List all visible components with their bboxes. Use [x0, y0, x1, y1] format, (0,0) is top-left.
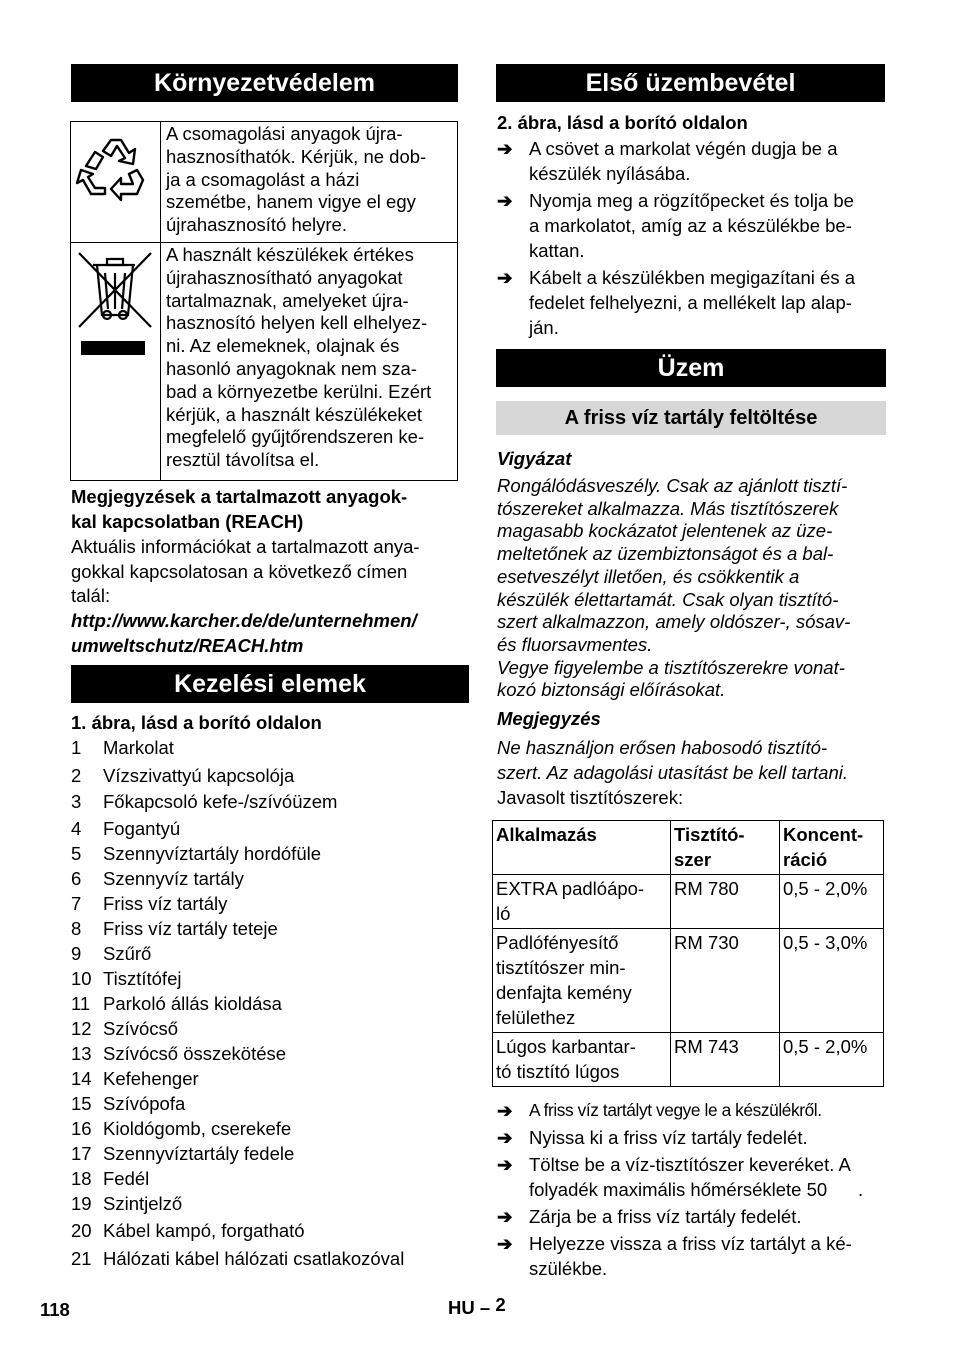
list-item-label: Hálózati kábel hálózati csatlakozóval: [103, 1248, 405, 1269]
list-item: [71, 843, 321, 865]
list-item: [71, 968, 181, 990]
first-use-figure-reference: 2. ábra, lásd a borító oldalon: [497, 112, 748, 133]
list-item: [71, 893, 227, 915]
list-item-label: Szűrő: [103, 943, 152, 964]
list-item-number: 14: [71, 1068, 92, 1089]
table-row: [493, 929, 884, 1033]
controls-figure-reference: 1. ábra, lásd a borító oldalon: [71, 712, 322, 733]
list-item: [71, 818, 180, 840]
table-row: [493, 875, 884, 929]
list-item: [71, 1018, 178, 1040]
list-item: [71, 1093, 185, 1115]
list-item: [71, 765, 294, 787]
list-item-number: 10: [71, 968, 92, 989]
list-item-label: Szennyvíztartály hordófüle: [103, 843, 322, 864]
environment-row-recycle: [71, 122, 458, 243]
list-item: [71, 1143, 294, 1165]
table-cell: RM 730: [671, 929, 780, 1033]
environment-row-disposal: [71, 243, 458, 481]
list-item: [71, 1068, 199, 1090]
list-item-label: Parkoló állás kioldása: [103, 993, 282, 1014]
footer-page-label: HU – 2: [448, 1294, 506, 1318]
reach-title: Megjegyzések a tartalmazott anyagok- kal kapcsolatban (REACH): [71, 486, 408, 532]
list-item-label: Kioldógomb, cserekefe: [103, 1118, 292, 1139]
caution-text: Rongálódásveszély. Csak az ajánlott tisztí- tószereket alkalmazza. Más tisztítószerek magasabb kockázatot jelentenek az üze- meltetőnek az üzembiztonságot és a bal- esetveszélyt illetően, és csökkentik a készülék élettartamát. Csak olyan tisztító- szert alkalmazzon, amely oldószer-, sósav- és fluorsavmentes. Vegye figyelembe a tisztítószerekre vonat- kozó biztonsági előírásokat.: [497, 475, 851, 701]
recycle-icon-cell: [71, 122, 161, 243]
list-item-label: Főkapcsoló kefe-/szívóüzem: [103, 791, 338, 812]
reach-url-link[interactable]: http://www.karcher.de/de/unternehmen/ umweltschutz/REACH.htm: [71, 610, 417, 656]
arrow-icon: ➔: [497, 138, 513, 159]
list-item: [71, 918, 278, 940]
note-title: Megjegyzés: [497, 708, 601, 729]
list-item-label: Szívópofa: [103, 1093, 186, 1114]
table-cell: Lúgos karbantar- tó tisztító lúgos: [493, 1033, 671, 1087]
reach-text: Aktuális információkat a tartalmazott anya- gokkal kapcsolatosan a következő címen talál:: [71, 536, 420, 606]
list-item-label: Szívócső összekötése: [103, 1043, 287, 1064]
table-cell: RM 743: [671, 1033, 780, 1087]
list-item-label: Szennyvíztartály fedele: [103, 1143, 295, 1164]
list-item-number: 12: [71, 1018, 92, 1039]
table-row: [493, 1033, 884, 1087]
table-header-row: [493, 821, 884, 875]
list-item-number: 8: [71, 918, 82, 939]
arrow-icon: ➔: [497, 1233, 513, 1254]
table-cell: Padlófényesítő tisztítószer min- denfajta kemény felülethez: [493, 929, 671, 1033]
list-item-label: Kefehenger: [103, 1068, 199, 1089]
environment-table: [70, 121, 458, 481]
list-item: [71, 1168, 149, 1190]
list-item-number: 5: [71, 843, 82, 864]
list-item-number: 9: [71, 943, 82, 964]
table-cell: 0,5 - 2,0%: [780, 875, 884, 929]
list-item-label: Fedél: [103, 1168, 150, 1189]
list-item-number: 16: [71, 1118, 92, 1139]
environment-packaging-text: A csomagolási anyagok újra- hasznosíthatók. Kérjük, ne dob- ja a csomagolást a házi szemétbe, hanem vigye el egy újrahasznosító helyre.: [161, 122, 458, 243]
note-text: Ne használjon erősen habosodó tisztító- szert. Az adagolási utasítást be kell tartani.: [497, 737, 848, 783]
arrow-icon: ➔: [497, 1206, 513, 1227]
list-item-number: 1: [71, 737, 82, 758]
section-heading-controls: Kezelési elemek: [71, 665, 469, 703]
cleaners-table: [492, 820, 884, 1087]
arrow-icon: ➔: [497, 1127, 513, 1148]
page-number: 118: [40, 1299, 70, 1320]
list-item-number: 13: [71, 1043, 92, 1064]
list-item-label: Friss víz tartály teteje: [103, 918, 278, 939]
list-item-label: Kábel kampó, forgatható: [103, 1220, 305, 1241]
arrow-icon: ➔: [497, 1154, 513, 1175]
arrow-icon: ➔: [497, 267, 513, 288]
list-item: [71, 1220, 305, 1242]
list-item-number: 11: [71, 993, 91, 1014]
list-item-label: Szintjelző: [103, 1193, 183, 1214]
list-item-number: 15: [71, 1093, 92, 1114]
list-item: [71, 943, 151, 965]
recommended-cleaners-label: Javasolt tisztítószerek:: [497, 787, 684, 808]
list-item-label: Friss víz tartály: [103, 893, 228, 914]
list-item-number: 4: [71, 818, 82, 839]
list-item-number: 7: [71, 893, 82, 914]
crossed-bin-icon: [71, 243, 160, 475]
list-item-label: Vízszivattyú kapcsolója: [103, 765, 295, 786]
recycle-icon: [71, 122, 160, 237]
list-item: [71, 1193, 182, 1215]
list-item: [71, 791, 337, 813]
table-cell: 0,5 - 3,0%: [780, 929, 884, 1033]
list-item-number: 3: [71, 791, 82, 812]
list-item-label: Tisztítófej: [103, 968, 182, 989]
table-header-cell: Alkalmazás: [493, 821, 671, 875]
subsection-heading-fill-tank: A friss víz tartály feltöltése: [496, 401, 886, 435]
list-item: [71, 1043, 286, 1065]
list-item-number: 20: [71, 1220, 92, 1241]
list-item-label: Markolat: [103, 737, 174, 758]
list-item-number: 17: [71, 1143, 92, 1164]
list-item: [71, 1248, 404, 1270]
list-item-number: 2: [71, 765, 82, 786]
table-header-cell: Koncent- ráció: [780, 821, 884, 875]
caution-title: Vigyázat: [497, 448, 572, 469]
list-item-label: Szívócső: [103, 1018, 179, 1039]
table-header-cell: Tisztító- szer: [671, 821, 780, 875]
list-item: [71, 1118, 291, 1140]
parts-list: [71, 737, 471, 1277]
table-cell: 0,5 - 2,0%: [780, 1033, 884, 1087]
list-item-number: 6: [71, 868, 82, 889]
list-item-number: 19: [71, 1193, 92, 1214]
list-item: [71, 993, 282, 1015]
table-cell: EXTRA padlóápo- ló: [493, 875, 671, 929]
list-item-number: 21: [71, 1248, 92, 1269]
crossed-bin-icon-cell: [71, 243, 161, 481]
section-heading-first-use: Első üzembevétel: [496, 64, 885, 102]
section-heading-operation: Üzem: [496, 349, 886, 387]
list-item-number: 18: [71, 1168, 92, 1189]
section-heading-environment: Környezetvédelem: [71, 64, 458, 102]
list-item: [71, 868, 244, 890]
environment-disposal-text: A használt készülékek értékes újrahasznosítható anyagokat tartalmaznak, amelyeket újra- hasznosító helyen kell elhelyez- ni. Az elemeknek, olajnak és hasonló anyagoknak nem sza- bad a környezetbe kerülni. Ezért kérjük, a használt készülékeket megfelelő gyűjtőrendszeren ke- resztül távolítsa el.: [161, 243, 458, 481]
table-cell: RM 780: [671, 875, 780, 929]
arrow-icon: ➔: [497, 190, 513, 211]
arrow-icon: ➔: [497, 1100, 513, 1121]
list-item-label: Szennyvíz tartály: [103, 868, 244, 889]
list-item-label: Fogantyú: [103, 818, 181, 839]
list-item: [71, 737, 174, 759]
